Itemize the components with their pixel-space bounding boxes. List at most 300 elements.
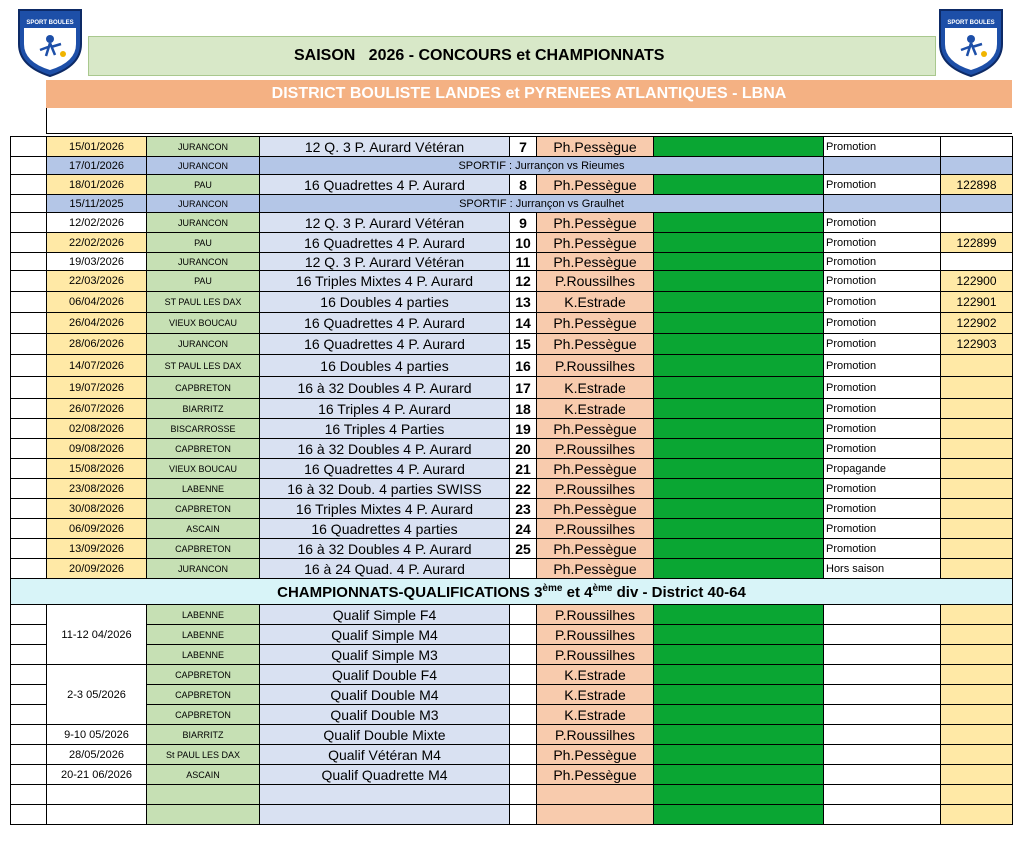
blank-cell xyxy=(11,765,47,785)
season-title: SAISON 2026 - CONCOURS et CHAMPIONNATS xyxy=(294,47,665,64)
event-date: 15/08/2026 xyxy=(47,459,147,479)
logo-left-text: SPORT BOULES xyxy=(26,20,74,26)
qualif-club: CAPBRETON xyxy=(147,685,260,705)
qualif-row xyxy=(11,745,1013,765)
event-number: 15 xyxy=(510,334,537,355)
qualif-club: St PAUL LES DAX xyxy=(147,745,260,765)
event-code: 122903 xyxy=(941,334,1013,355)
event-status-green xyxy=(654,334,824,355)
event-status-green xyxy=(654,439,824,459)
event-number: 25 xyxy=(510,539,537,559)
event-number: 23 xyxy=(510,499,537,519)
event-club: VIEUX BOUCAU xyxy=(147,313,260,334)
blank-cell xyxy=(11,665,47,685)
qualif-competition: Qualif Vétéran M4 xyxy=(260,745,510,765)
qualif-organizer: P.Roussilhes xyxy=(537,725,654,745)
event-status-green xyxy=(654,271,824,292)
event-code xyxy=(941,399,1013,419)
event-date: 14/07/2026 xyxy=(47,355,147,377)
qualif-status-green xyxy=(654,805,824,825)
event-club: JURANCON xyxy=(147,334,260,355)
qualif-organizer: K.Estrade xyxy=(537,665,654,685)
event-club: ST PAUL LES DAX xyxy=(147,355,260,377)
event-date: 19/03/2026 xyxy=(47,253,147,271)
event-club: CAPBRETON xyxy=(147,539,260,559)
event-row xyxy=(11,439,1013,459)
event-date: 18/01/2026 xyxy=(47,175,147,195)
qualif-status-green xyxy=(654,625,824,645)
event-row xyxy=(11,334,1013,355)
event-organizer: Ph.Pessègue xyxy=(537,559,654,579)
qualif-number xyxy=(510,765,537,785)
qualif-competition: Qualif Simple M3 xyxy=(260,645,510,665)
event-organizer: P.Roussilhes xyxy=(537,439,654,459)
qualif-category xyxy=(824,685,941,705)
event-organizer: P.Roussilhes xyxy=(537,479,654,499)
qualif-organizer: P.Roussilhes xyxy=(537,645,654,665)
qualif-status-green xyxy=(654,605,824,625)
category-cell xyxy=(824,195,941,213)
event-club: JURANCON xyxy=(147,213,260,233)
event-club: BISCARROSSE xyxy=(147,419,260,439)
code-cell xyxy=(941,195,1013,213)
qualif-status-green xyxy=(654,785,824,805)
frame-line-left xyxy=(46,108,47,134)
event-status-green xyxy=(654,479,824,499)
sport-boules-logo-left xyxy=(15,6,85,78)
event-category: Promotion xyxy=(824,253,941,271)
event-row xyxy=(11,479,1013,499)
event-organizer: K.Estrade xyxy=(537,292,654,313)
event-status-green xyxy=(654,175,824,195)
event-number: 11 xyxy=(510,253,537,271)
event-date: 02/08/2026 xyxy=(47,419,147,439)
event-row xyxy=(11,137,1013,157)
event-row xyxy=(11,399,1013,419)
qualif-organizer: K.Estrade xyxy=(537,685,654,705)
event-status-green xyxy=(654,399,824,419)
event-number: 9 xyxy=(510,213,537,233)
event-status-green xyxy=(654,559,824,579)
qualif-club: LABENNE xyxy=(147,625,260,645)
event-date: 30/08/2026 xyxy=(47,499,147,519)
qualif-number xyxy=(510,685,537,705)
event-category: Propagande xyxy=(824,459,941,479)
qualif-code xyxy=(941,705,1013,725)
qualif-competition: Qualif Quadrette M4 xyxy=(260,765,510,785)
qualif-code xyxy=(941,765,1013,785)
event-category: Promotion xyxy=(824,175,941,195)
event-category: Promotion xyxy=(824,313,941,334)
champ-title-sup2: ème xyxy=(592,582,613,594)
sport-boules-logo-right xyxy=(936,6,1006,78)
event-club: LABENNE xyxy=(147,479,260,499)
blank-cell xyxy=(11,195,47,213)
qualif-code xyxy=(941,745,1013,765)
qualif-number xyxy=(510,705,537,725)
event-club: JURANCON xyxy=(147,559,260,579)
event-status-green xyxy=(654,233,824,253)
event-status-green xyxy=(654,419,824,439)
sportif-row xyxy=(11,195,1013,213)
blank-cell xyxy=(11,725,47,745)
blank-cell xyxy=(11,355,47,377)
event-row xyxy=(11,292,1013,313)
qualif-row xyxy=(11,625,1013,645)
qualif-status-green xyxy=(654,705,824,725)
blank-cell xyxy=(11,645,47,665)
event-status-green xyxy=(654,137,824,157)
event-category: Promotion xyxy=(824,419,941,439)
event-category: Promotion xyxy=(824,479,941,499)
qualif-date: 11-12 04/2026 xyxy=(47,605,147,665)
event-row xyxy=(11,499,1013,519)
qualif-status-green xyxy=(654,725,824,745)
event-club: CAPBRETON xyxy=(147,377,260,399)
event-organizer: Ph.Pessègue xyxy=(537,334,654,355)
event-number: 17 xyxy=(510,377,537,399)
event-row xyxy=(11,519,1013,539)
qualif-row xyxy=(11,685,1013,705)
blank-cell xyxy=(11,705,47,725)
qualif-organizer: Ph.Pessègue xyxy=(537,745,654,765)
event-club: BIARRITZ xyxy=(147,399,260,419)
qualif-code xyxy=(941,685,1013,705)
championnats-title-row xyxy=(11,579,1013,605)
champ-title-end: div - District 40-64 xyxy=(612,583,746,601)
event-row xyxy=(11,233,1013,253)
event-number: 24 xyxy=(510,519,537,539)
qualif-code xyxy=(941,625,1013,645)
events-body xyxy=(11,137,1013,579)
qualif-competition: Qualif Simple M4 xyxy=(260,625,510,645)
event-category: Promotion xyxy=(824,439,941,459)
event-club: PAU xyxy=(147,271,260,292)
blank-cell xyxy=(11,439,47,459)
event-organizer: Ph.Pessègue xyxy=(537,213,654,233)
qualif-status-green xyxy=(654,745,824,765)
event-club: JURANCON xyxy=(147,253,260,271)
event-category: Promotion xyxy=(824,399,941,419)
event-status-green xyxy=(654,213,824,233)
event-organizer: Ph.Pessègue xyxy=(537,539,654,559)
event-club: ASCAIN xyxy=(147,519,260,539)
qualif-competition: Qualif Double M3 xyxy=(260,705,510,725)
blank-cell xyxy=(11,785,47,805)
qualif-category xyxy=(824,665,941,685)
event-organizer: Ph.Pessègue xyxy=(537,233,654,253)
qualif-club xyxy=(147,805,260,825)
qualif-date xyxy=(47,785,147,805)
qualif-number xyxy=(510,725,537,745)
qualif-code xyxy=(941,725,1013,745)
event-organizer: P.Roussilhes xyxy=(537,355,654,377)
event-club: VIEUX BOUCAU xyxy=(147,459,260,479)
qualif-organizer: P.Roussilhes xyxy=(537,625,654,645)
event-competition: 16 Quadrettes 4 parties xyxy=(260,519,510,539)
qualif-category xyxy=(824,805,941,825)
event-competition: 16 Quadrettes 4 P. Aurard xyxy=(260,175,510,195)
event-row xyxy=(11,559,1013,579)
event-number: 19 xyxy=(510,419,537,439)
qualif-row xyxy=(11,725,1013,745)
event-competition: 16 Triples 4 Parties xyxy=(260,419,510,439)
event-date: 22/03/2026 xyxy=(47,271,147,292)
frame-line-bottom xyxy=(46,133,1012,134)
event-row xyxy=(11,377,1013,399)
event-competition: 16 à 32 Doubles 4 P. Aurard xyxy=(260,439,510,459)
qualif-date: 28/05/2026 xyxy=(47,745,147,765)
event-category: Promotion xyxy=(824,233,941,253)
event-number: 22 xyxy=(510,479,537,499)
event-number: 18 xyxy=(510,399,537,419)
event-category: Promotion xyxy=(824,519,941,539)
event-organizer: Ph.Pessègue xyxy=(537,253,654,271)
championnats-title xyxy=(11,579,1013,605)
blank-cell xyxy=(11,313,47,334)
qualif-date: 20-21 06/2026 xyxy=(47,765,147,785)
category-cell xyxy=(824,157,941,175)
event-status-green xyxy=(654,539,824,559)
blank-cell xyxy=(11,377,47,399)
blank-cell xyxy=(11,271,47,292)
qualif-club: BIARRITZ xyxy=(147,725,260,745)
event-date: 26/04/2026 xyxy=(47,313,147,334)
qualif-status-green xyxy=(654,685,824,705)
event-club: JURANCON xyxy=(147,157,260,175)
event-competition: 16 Triples Mixtes 4 P. Aurard xyxy=(260,271,510,292)
season-title-bar xyxy=(88,36,936,76)
qualif-club xyxy=(147,785,260,805)
blank-cell xyxy=(11,419,47,439)
event-code xyxy=(941,419,1013,439)
champ-title-sup1: ème xyxy=(542,582,563,594)
event-category: Promotion xyxy=(824,377,941,399)
blank-cell xyxy=(11,539,47,559)
event-competition: 16 Quadrettes 4 P. Aurard xyxy=(260,459,510,479)
event-code xyxy=(941,479,1013,499)
event-code xyxy=(941,459,1013,479)
qualif-code xyxy=(941,785,1013,805)
qualif-status-green xyxy=(654,765,824,785)
sportif-text: SPORTIF : Jurrançon vs Rieumes xyxy=(260,157,824,175)
event-date: 20/09/2026 xyxy=(47,559,147,579)
qualif-competition: Qualif Double M4 xyxy=(260,685,510,705)
event-code: 122900 xyxy=(941,271,1013,292)
champ-title-main: CHAMPIONNATS-QUALIFICATIONS 3 xyxy=(277,583,543,601)
event-club: PAU xyxy=(147,175,260,195)
blank-cell xyxy=(11,479,47,499)
qualif-category xyxy=(824,785,941,805)
qualif-competition xyxy=(260,805,510,825)
blank-cell xyxy=(11,253,47,271)
qualif-code xyxy=(941,645,1013,665)
event-status-green xyxy=(654,313,824,334)
qualif-date xyxy=(47,805,147,825)
qualif-date: 9-10 05/2026 xyxy=(47,725,147,745)
qualif-organizer: Ph.Pessègue xyxy=(537,765,654,785)
sportif-text: SPORTIF : Jurrançon vs Graulhet xyxy=(260,195,824,213)
blank-cell xyxy=(11,175,47,195)
qualif-date: 2-3 05/2026 xyxy=(47,665,147,725)
qualif-organizer: K.Estrade xyxy=(537,705,654,725)
championnats-body xyxy=(11,579,1013,825)
event-date: 09/08/2026 xyxy=(47,439,147,459)
event-organizer: P.Roussilhes xyxy=(537,519,654,539)
qualif-category xyxy=(824,605,941,625)
event-organizer: Ph.Pessègue xyxy=(537,175,654,195)
event-code xyxy=(941,439,1013,459)
event-number: 13 xyxy=(510,292,537,313)
event-competition: 16 à 24 Quad. 4 P. Aurard xyxy=(260,559,510,579)
event-competition: 16 Doubles 4 parties xyxy=(260,355,510,377)
event-code xyxy=(941,137,1013,157)
qualif-number xyxy=(510,745,537,765)
event-category: Promotion xyxy=(824,334,941,355)
event-competition: 16 Quadrettes 4 P. Aurard xyxy=(260,313,510,334)
qualif-competition: Qualif Double Mixte xyxy=(260,725,510,745)
event-status-green xyxy=(654,519,824,539)
event-organizer: P.Roussilhes xyxy=(537,271,654,292)
event-row xyxy=(11,539,1013,559)
event-code xyxy=(941,377,1013,399)
event-category: Promotion xyxy=(824,355,941,377)
event-organizer: Ph.Pessègue xyxy=(537,499,654,519)
event-organizer: K.Estrade xyxy=(537,399,654,419)
qualif-number xyxy=(510,605,537,625)
event-row xyxy=(11,175,1013,195)
event-date: 15/11/2025 xyxy=(47,195,147,213)
event-number: 8 xyxy=(510,175,537,195)
event-date: 15/01/2026 xyxy=(47,137,147,157)
qualif-category xyxy=(824,625,941,645)
event-club: PAU xyxy=(147,233,260,253)
event-row xyxy=(11,313,1013,334)
event-date: 23/08/2026 xyxy=(47,479,147,499)
event-club: CAPBRETON xyxy=(147,499,260,519)
event-number: 7 xyxy=(510,137,537,157)
blank-cell xyxy=(11,605,47,625)
event-status-green xyxy=(654,253,824,271)
qualif-competition: Qualif Double F4 xyxy=(260,665,510,685)
event-code xyxy=(941,539,1013,559)
event-competition: 12 Q. 3 P. Aurard Vétéran xyxy=(260,137,510,157)
event-competition: 16 Quadrettes 4 P. Aurard xyxy=(260,334,510,355)
blank-cell xyxy=(11,745,47,765)
blank-cell xyxy=(11,137,47,157)
event-row xyxy=(11,459,1013,479)
event-competition: 16 à 32 Doubles 4 P. Aurard xyxy=(260,377,510,399)
qualif-organizer xyxy=(537,785,654,805)
event-status-green xyxy=(654,377,824,399)
event-date: 12/02/2026 xyxy=(47,213,147,233)
event-club: ST PAUL LES DAX xyxy=(147,292,260,313)
qualif-club: LABENNE xyxy=(147,605,260,625)
event-row xyxy=(11,419,1013,439)
blank-cell xyxy=(11,459,47,479)
champ-title-mid: et 4 xyxy=(562,583,593,601)
event-number xyxy=(510,559,537,579)
event-category: Promotion xyxy=(824,271,941,292)
blank-cell xyxy=(11,292,47,313)
event-date: 22/02/2026 xyxy=(47,233,147,253)
qualif-category xyxy=(824,705,941,725)
qualif-club: LABENNE xyxy=(147,645,260,665)
event-organizer: Ph.Pessègue xyxy=(537,459,654,479)
event-organizer: K.Estrade xyxy=(537,377,654,399)
qualif-number xyxy=(510,665,537,685)
qualif-club: CAPBRETON xyxy=(147,665,260,685)
qualif-organizer xyxy=(537,805,654,825)
qualif-category xyxy=(824,645,941,665)
event-category: Promotion xyxy=(824,137,941,157)
qualif-status-green xyxy=(654,665,824,685)
event-code: 122899 xyxy=(941,233,1013,253)
event-date: 17/01/2026 xyxy=(47,157,147,175)
event-code xyxy=(941,499,1013,519)
event-competition: 16 à 32 Doub. 4 parties SWISS xyxy=(260,479,510,499)
qualif-row xyxy=(11,645,1013,665)
event-organizer: Ph.Pessègue xyxy=(537,137,654,157)
event-row xyxy=(11,271,1013,292)
event-category: Promotion xyxy=(824,539,941,559)
event-number: 12 xyxy=(510,271,537,292)
event-status-green xyxy=(654,355,824,377)
blank-cell xyxy=(11,499,47,519)
qualif-code xyxy=(941,605,1013,625)
event-competition: 16 Triples Mixtes 4 P. Aurard xyxy=(260,499,510,519)
qualif-organizer: P.Roussilhes xyxy=(537,605,654,625)
event-category: Promotion xyxy=(824,213,941,233)
event-competition: 12 Q. 3 P. Aurard Vétéran xyxy=(260,213,510,233)
event-category: Promotion xyxy=(824,292,941,313)
blank-cell xyxy=(11,334,47,355)
qualif-number xyxy=(510,645,537,665)
event-row xyxy=(11,355,1013,377)
event-category: Hors saison xyxy=(824,559,941,579)
qualif-row xyxy=(11,805,1013,825)
qualif-row xyxy=(11,765,1013,785)
event-code xyxy=(941,213,1013,233)
event-club: JURANCON xyxy=(147,137,260,157)
event-date: 19/07/2026 xyxy=(47,377,147,399)
blank-cell xyxy=(11,805,47,825)
event-date: 06/04/2026 xyxy=(47,292,147,313)
event-club: CAPBRETON xyxy=(147,439,260,459)
blank-cell xyxy=(11,625,47,645)
event-date: 13/09/2026 xyxy=(47,539,147,559)
event-status-green xyxy=(654,499,824,519)
event-number: 20 xyxy=(510,439,537,459)
qualif-row xyxy=(11,785,1013,805)
qualif-competition: Qualif Simple F4 xyxy=(260,605,510,625)
event-code xyxy=(941,355,1013,377)
qualif-category xyxy=(824,725,941,745)
qualif-club: ASCAIN xyxy=(147,765,260,785)
blank-cell xyxy=(11,213,47,233)
event-category: Promotion xyxy=(824,499,941,519)
blank-cell xyxy=(11,519,47,539)
qualif-category xyxy=(824,765,941,785)
event-number: 16 xyxy=(510,355,537,377)
event-organizer: Ph.Pessègue xyxy=(537,419,654,439)
event-competition: 16 Triples 4 P. Aurard xyxy=(260,399,510,419)
logo-right-text: SPORT BOULES xyxy=(947,20,995,26)
blank-cell xyxy=(11,157,47,175)
event-competition: 16 Doubles 4 parties xyxy=(260,292,510,313)
schedule-table xyxy=(10,136,1013,825)
qualif-row xyxy=(11,605,1013,625)
